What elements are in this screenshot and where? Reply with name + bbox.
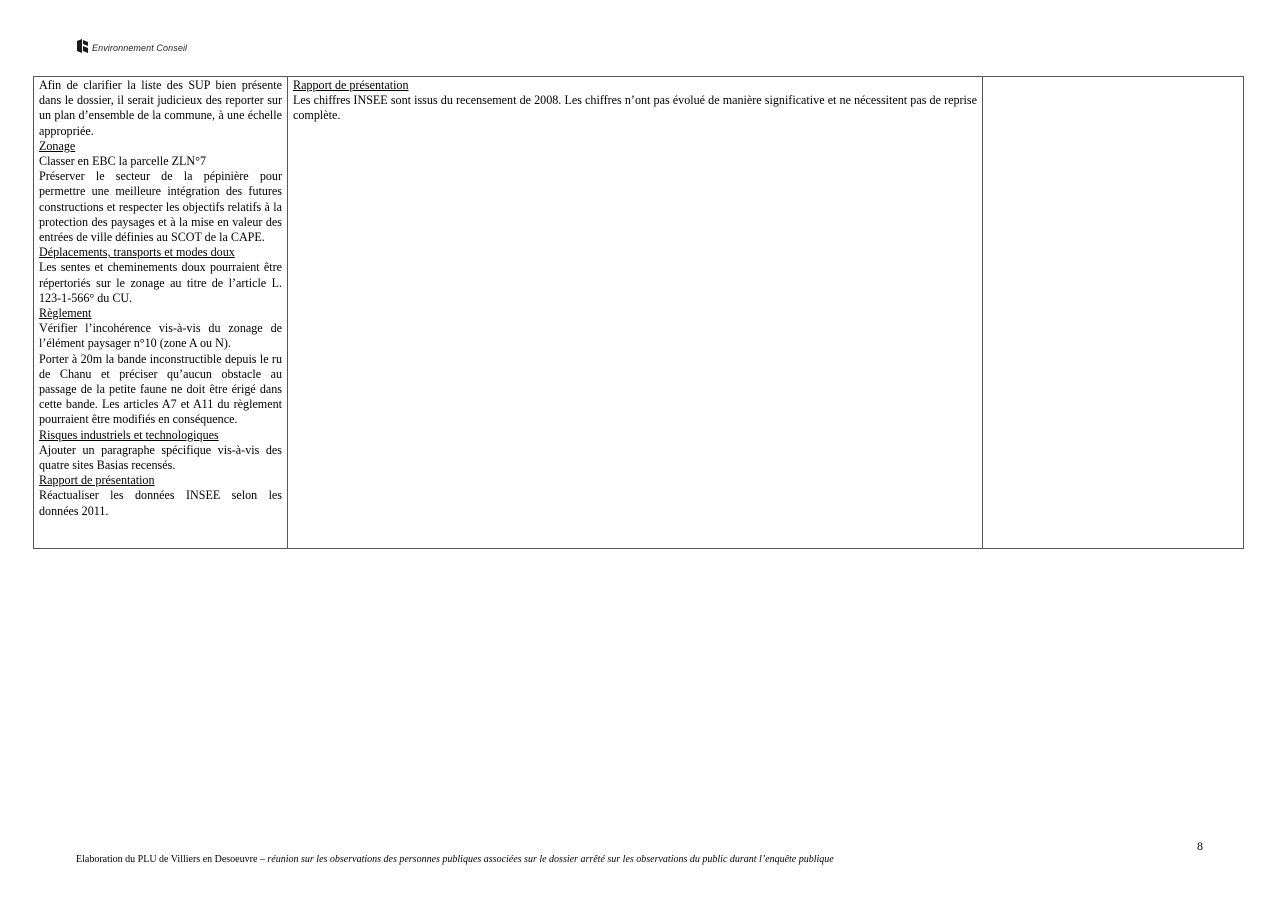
- col1-heading: Rapport de présentation: [39, 473, 155, 488]
- col2-heading: Rapport de présentation: [293, 78, 409, 92]
- observations-table: [33, 76, 1244, 549]
- col1-paragraph: Ajouter un paragraphe spécifique vis-à-vis des quatre sites Basias recensés.: [39, 442, 282, 473]
- col1-paragraph: Réactualiser les données INSEE selon les données 2011.: [39, 488, 282, 518]
- footer: [76, 854, 834, 865]
- col1-paragraph: Vérifier l’incohérence vis-à-vis du zonage de l’élément paysager n°10 (zone A ou N).: [39, 321, 282, 351]
- col1-heading: Zonage: [39, 138, 76, 153]
- col2-paragraph: Les chiffres INSEE sont issus du recensement de 2008. Les chiffres n’ont pas évolué de manière significative et ne nécessitent pas de reprise complète.: [293, 93, 977, 123]
- col1-heading: Déplacements, transports et modes doux: [39, 245, 235, 260]
- col1-paragraph: Préserver le secteur de la pépinière pour permettre une meilleure intégration des futures constructions et respecter les objectifs relatifs à la protection des paysages et à la mise en valeur des entrées de ville définies au SCOT de la CAPE.: [39, 169, 282, 245]
- response-cell: [288, 77, 983, 549]
- col1-paragraph: Porter à 20m la bande inconstructible depuis le ru de Chanu et préciser qu’aucun obstacle au passage de la petite faune ne doit être érigé dans cette bande. Les articles A7 et A11 du règlement pourraient être modifiés en conséquence.: [39, 351, 282, 427]
- footer-subtitle: réunion sur les observations des personnes publiques associées sur le dossier arrêté sur les observations du public durant l’enquête publique: [267, 854, 834, 865]
- empty-cell: [983, 77, 1244, 549]
- col1-heading: Risques industriels et technologiques: [39, 427, 219, 442]
- col1-paragraph: Classer en EBC la parcelle ZLN°7: [39, 154, 207, 169]
- logo-text: Environnement Conseil: [92, 43, 188, 53]
- page-number: 8: [1197, 839, 1203, 853]
- table-row: [34, 77, 1244, 549]
- footer-title: Elaboration du PLU de Villiers en Desoeuvre –: [76, 854, 268, 865]
- header-logo: [76, 38, 187, 54]
- observations-cell: [34, 77, 288, 549]
- col1-paragraph: Afin de clarifier la liste des SUP bien présente dans le dossier, il serait judicieux des reporter sur un plan d’ensemble de la commune, à une échelle appropriée.: [39, 78, 282, 138]
- col1-paragraph: Les sentes et cheminements doux pourraient être répertoriés sur le zonage au titre de l’article L. 123-1-566° du CU.: [39, 260, 282, 305]
- environnement-conseil-logo-icon: [76, 38, 89, 54]
- col1-heading: Règlement: [39, 306, 92, 321]
